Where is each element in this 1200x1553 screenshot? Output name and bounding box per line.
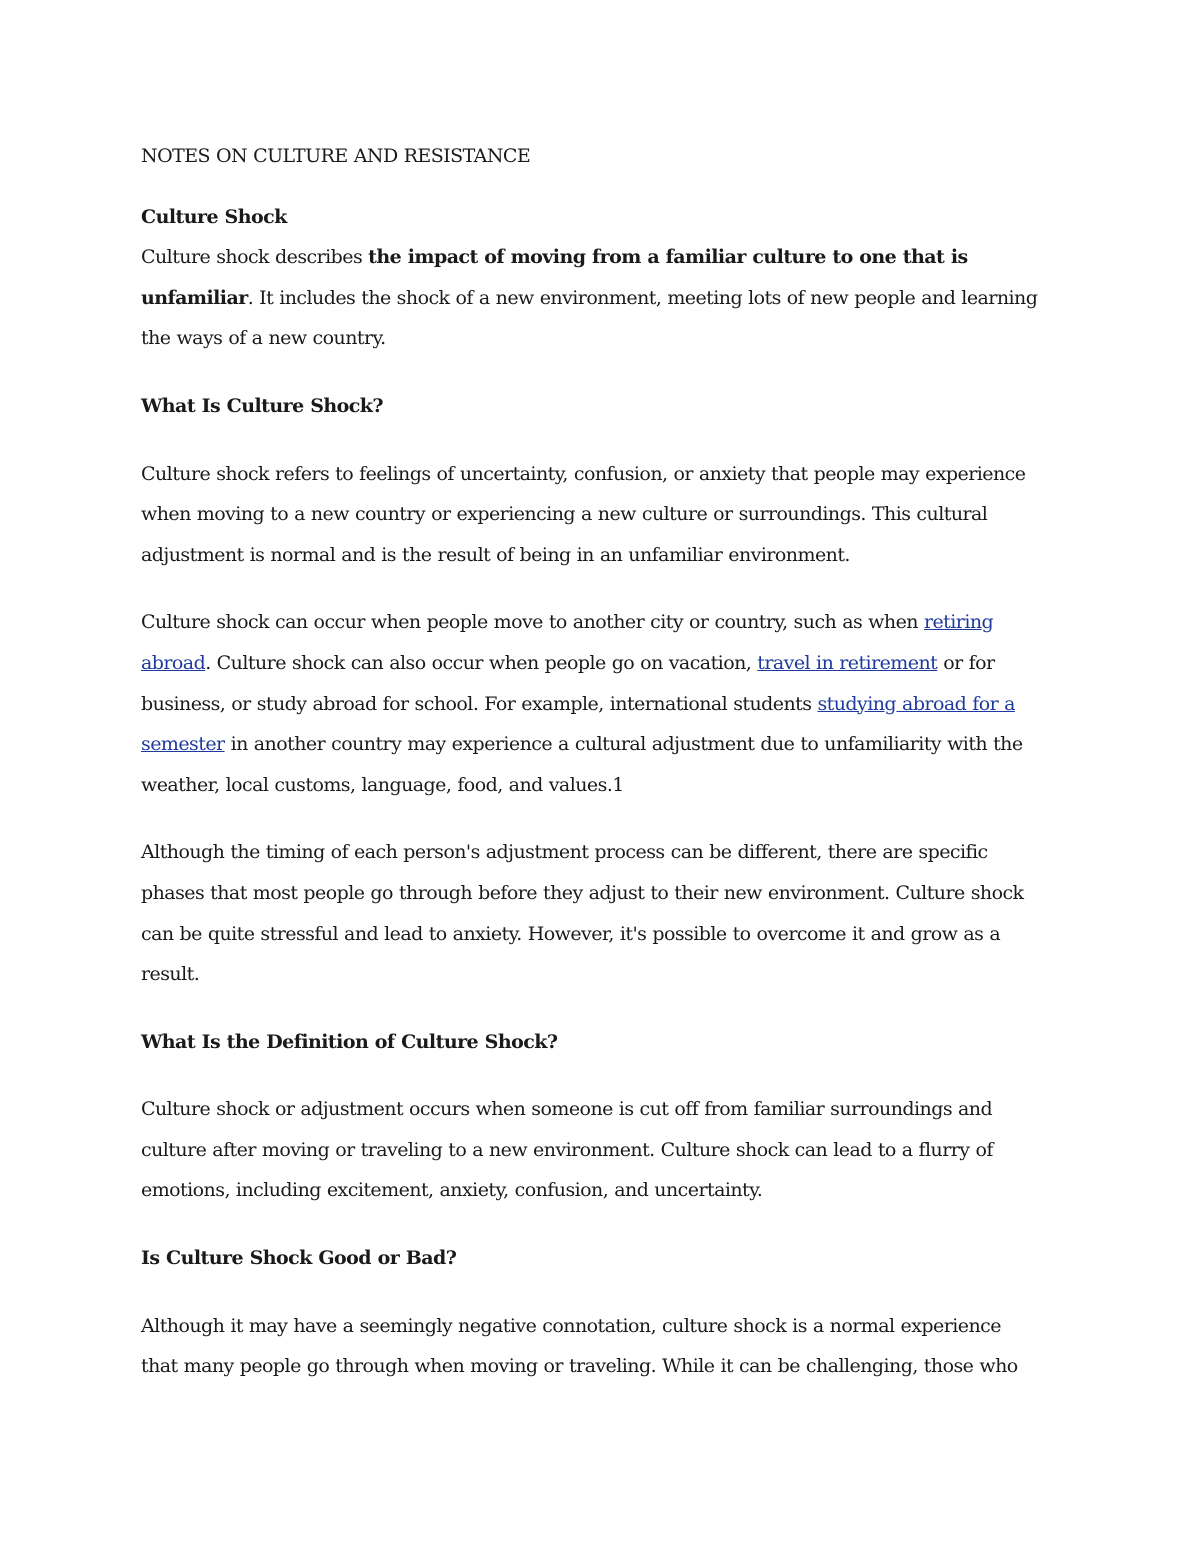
section-heading-definition: What Is the Definition of Culture Shock? [141, 1030, 558, 1053]
section-heading-good-or-bad: Is Culture Shock Good or Bad? [141, 1247, 457, 1270]
text-line: the ways of a new country. [141, 327, 386, 350]
link-studying-abroad[interactable]: studying abroad for a [817, 692, 1015, 715]
bold-text: unfamiliar [141, 286, 248, 309]
text-line: culture after moving or traveling to a new environment. Culture shock can lead to a flurry of [141, 1138, 993, 1161]
text-line: can be quite stressful and lead to anxiety. However, it's possible to overcome it and grow as a [141, 922, 1001, 945]
text-line: that many people go through when moving or traveling. While it can be challenging, those who [141, 1355, 1018, 1378]
text-line: adjustment is normal and is the result of being in an unfamiliar environment. [141, 543, 850, 566]
text-line: Although it may have a seemingly negative connotation, culture shock is a normal experience [141, 1314, 1001, 1337]
text-line [141, 237, 1066, 278]
text-line: weather, local customs, language, food, and values.1 [141, 773, 624, 796]
paragraph-culture-shock-intro [141, 237, 1066, 359]
text-line [141, 643, 1066, 684]
text-run: . It includes the shock of a new environment, meeting lots of new people and learning [247, 286, 1038, 309]
text-line: Although the timing of each person's adjustment process can be different, there are specific [141, 841, 988, 864]
bold-text: the impact of moving from a familiar culture to one that is [368, 246, 968, 269]
text-line: when moving to a new country or experiencing a new culture or surroundings. This cultural [141, 503, 988, 526]
text-line [141, 278, 1066, 319]
text-line [141, 684, 1066, 725]
text-line: phases that most people go through before they adjust to their new environment. Culture shock [141, 881, 1024, 904]
document-page [141, 136, 1066, 1387]
link-studying-abroad-cont[interactable]: semester [141, 733, 225, 756]
document-title: NOTES ON CULTURE AND RESISTANCE [141, 145, 531, 167]
text-run: . Culture shock can also occur when people go on vacation, [205, 651, 758, 674]
text-run: Culture shock describes [141, 246, 369, 269]
section-heading-what-is-culture-shock: What Is Culture Shock? [141, 394, 383, 417]
text-line [141, 602, 1066, 643]
text-line: Culture shock or adjustment occurs when someone is cut off from familiar surroundings and [141, 1098, 993, 1121]
text-line: result. [141, 963, 200, 986]
paragraph-occurrence [141, 602, 1066, 805]
paragraph-timing [141, 832, 1066, 994]
text-line: emotions, including excitement, anxiety, confusion, and uncertainty. [141, 1179, 763, 1202]
text-run: business, or study abroad for school. For example, international students [141, 692, 818, 715]
text-line: Culture shock refers to feelings of uncertainty, confusion, or anxiety that people may experience [141, 462, 1026, 485]
paragraph-definition [141, 1089, 1066, 1211]
link-retiring-abroad[interactable]: retiring [923, 611, 994, 634]
section-heading-culture-shock: Culture Shock [141, 205, 287, 228]
link-retiring-abroad-cont[interactable]: abroad [141, 651, 206, 674]
link-travel-in-retirement[interactable]: travel in retirement [757, 651, 938, 674]
paragraph-feelings [141, 454, 1066, 576]
text-run: in another country may experience a cultural adjustment due to unfamiliarity with the [224, 733, 1023, 756]
text-run: or for [937, 651, 995, 674]
text-run: Culture shock can occur when people move to another city or country, such as when [141, 611, 924, 634]
text-line [141, 724, 1066, 765]
paragraph-good-or-bad [141, 1306, 1066, 1387]
